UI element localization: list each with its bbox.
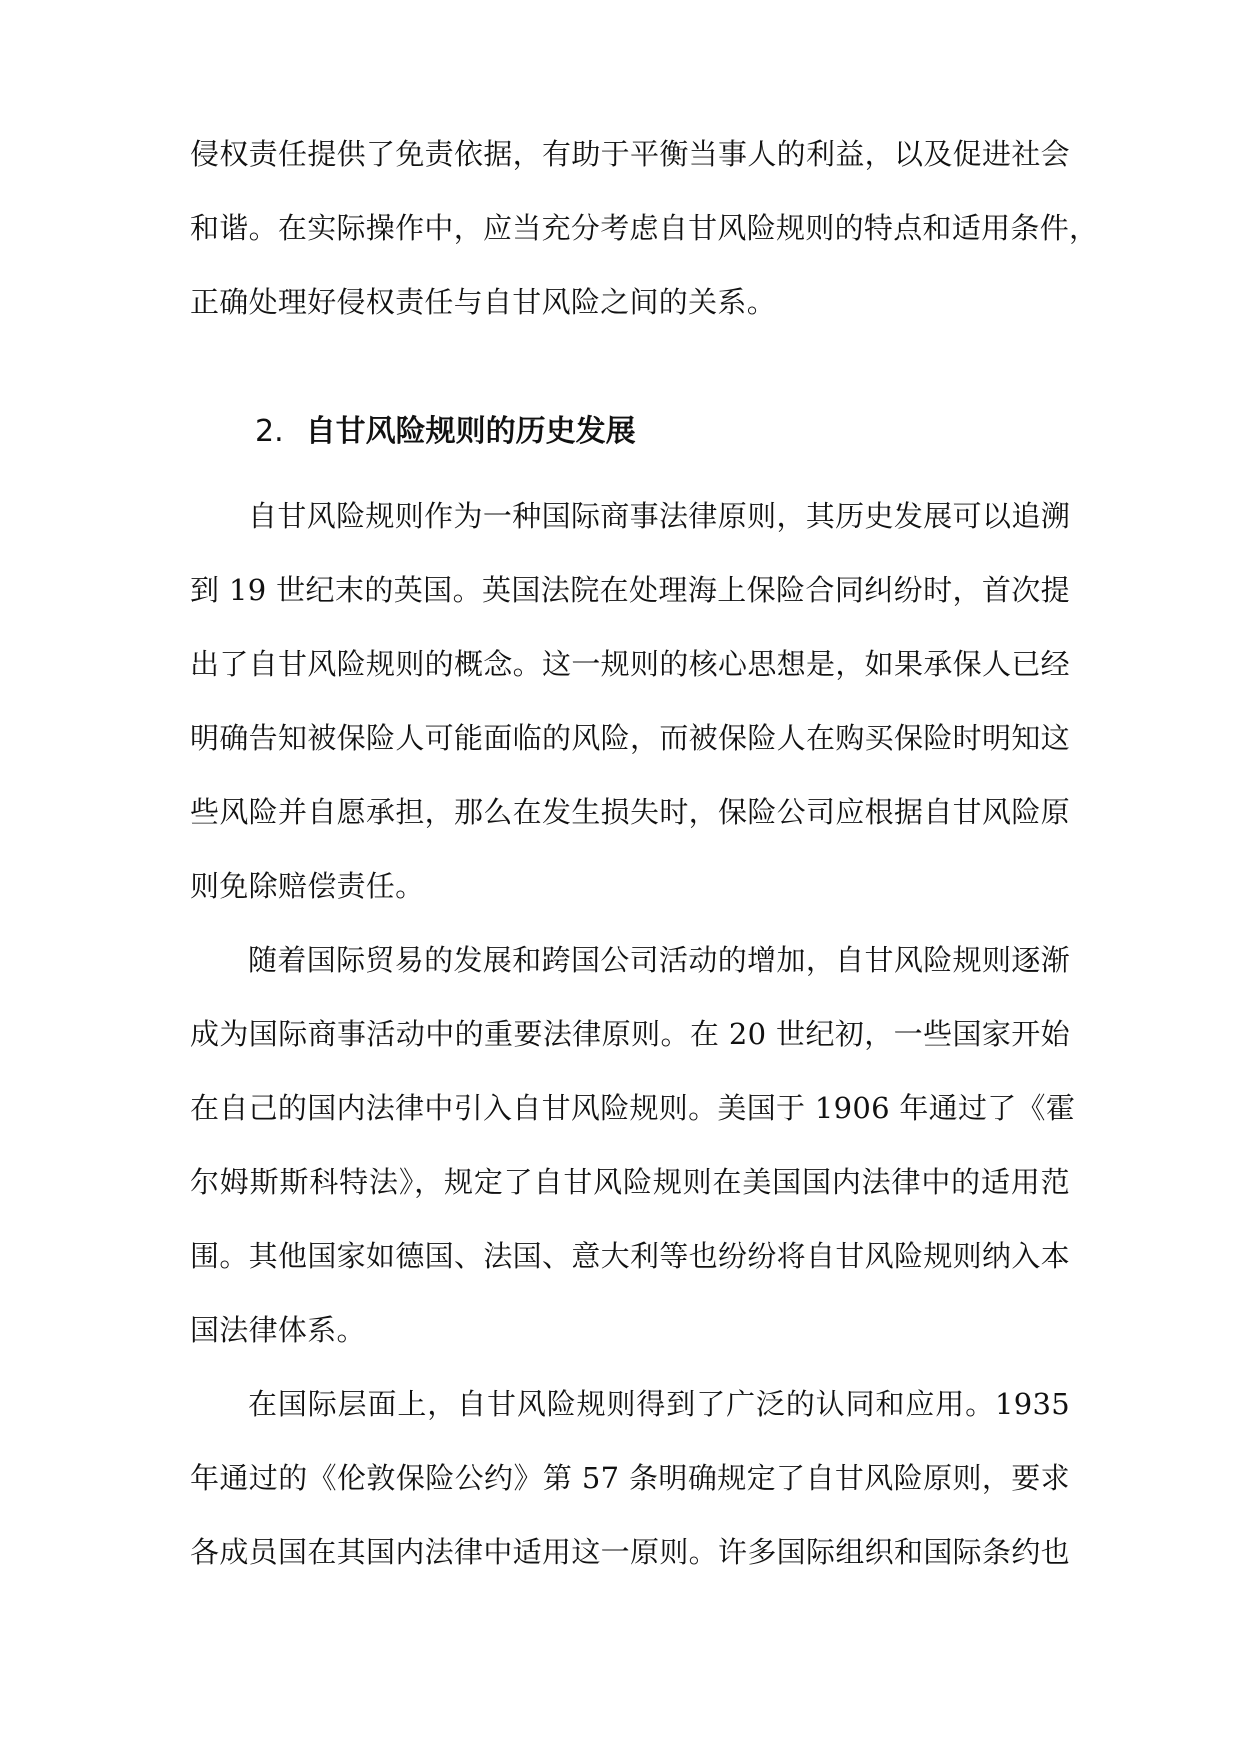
paragraph-4-line-1: 在国际层面上，自甘风险规则得到了广泛的认同和应用。1935: [248, 1387, 1070, 1421]
paragraph-3-line-4: 尔姆斯斯科特法》，规定了自甘风险规则在美国国内法律中的适用范: [190, 1165, 1070, 1199]
paragraph-1-line-1: 侵权责任提供了免责依据，有助于平衡当事人的利益，以及促进社会: [190, 137, 1070, 171]
section-number: 2.: [255, 414, 284, 449]
paragraph-2-line-5: 些风险并自愿承担，那么在发生损失时，保险公司应根据自甘风险原: [190, 795, 1070, 829]
section-heading: [255, 412, 636, 452]
paragraph-2-line-4: 明确告知被保险人可能面临的风险，而被保险人在购买保险时明知这: [190, 721, 1070, 755]
section-title: 自甘风险规则的历史发展: [305, 414, 636, 449]
paragraph-2-line-3: 出了自甘风险规则的概念。这一规则的核心思想是，如果承保人已经: [190, 647, 1070, 681]
paragraph-2-line-2: 到 19 世纪末的英国。英国法院在处理海上保险合同纠纷时，首次提: [190, 573, 1070, 607]
paragraph-3-line-5: 围。其他国家如德国、法国、意大利等也纷纷将自甘风险规则纳入本: [190, 1239, 1070, 1273]
paragraph-3-line-1: 随着国际贸易的发展和跨国公司活动的增加，自甘风险规则逐渐: [248, 943, 1070, 977]
paragraph-2-line-6: 则免除赔偿责任。: [190, 869, 425, 903]
paragraph-3-line-2: 成为国际商事活动中的重要法律原则。在 20 世纪初，一些国家开始: [190, 1017, 1070, 1051]
paragraph-4-line-2: 年通过的《伦敦保险公约》第 57 条明确规定了自甘风险原则，要求: [190, 1461, 1070, 1495]
paragraph-4-line-3: 各成员国在其国内法律中适用这一原则。许多国际组织和国际条约也: [190, 1535, 1070, 1569]
paragraph-2-line-1: 自甘风险规则作为一种国际商事法律原则，其历史发展可以追溯: [248, 499, 1070, 533]
paragraph-3-line-3: 在自己的国内法律中引入自甘风险规则。美国于 1906 年通过了《霍: [190, 1091, 1076, 1125]
paragraph-1-line-2: 和谐。在实际操作中，应当充分考虑自甘风险规则的特点和适用条件，: [190, 211, 1099, 245]
paragraph-1-line-3: 正确处理好侵权责任与自甘风险之间的关系。: [190, 285, 777, 319]
paragraph-3-line-6: 国法律体系。: [190, 1313, 366, 1347]
